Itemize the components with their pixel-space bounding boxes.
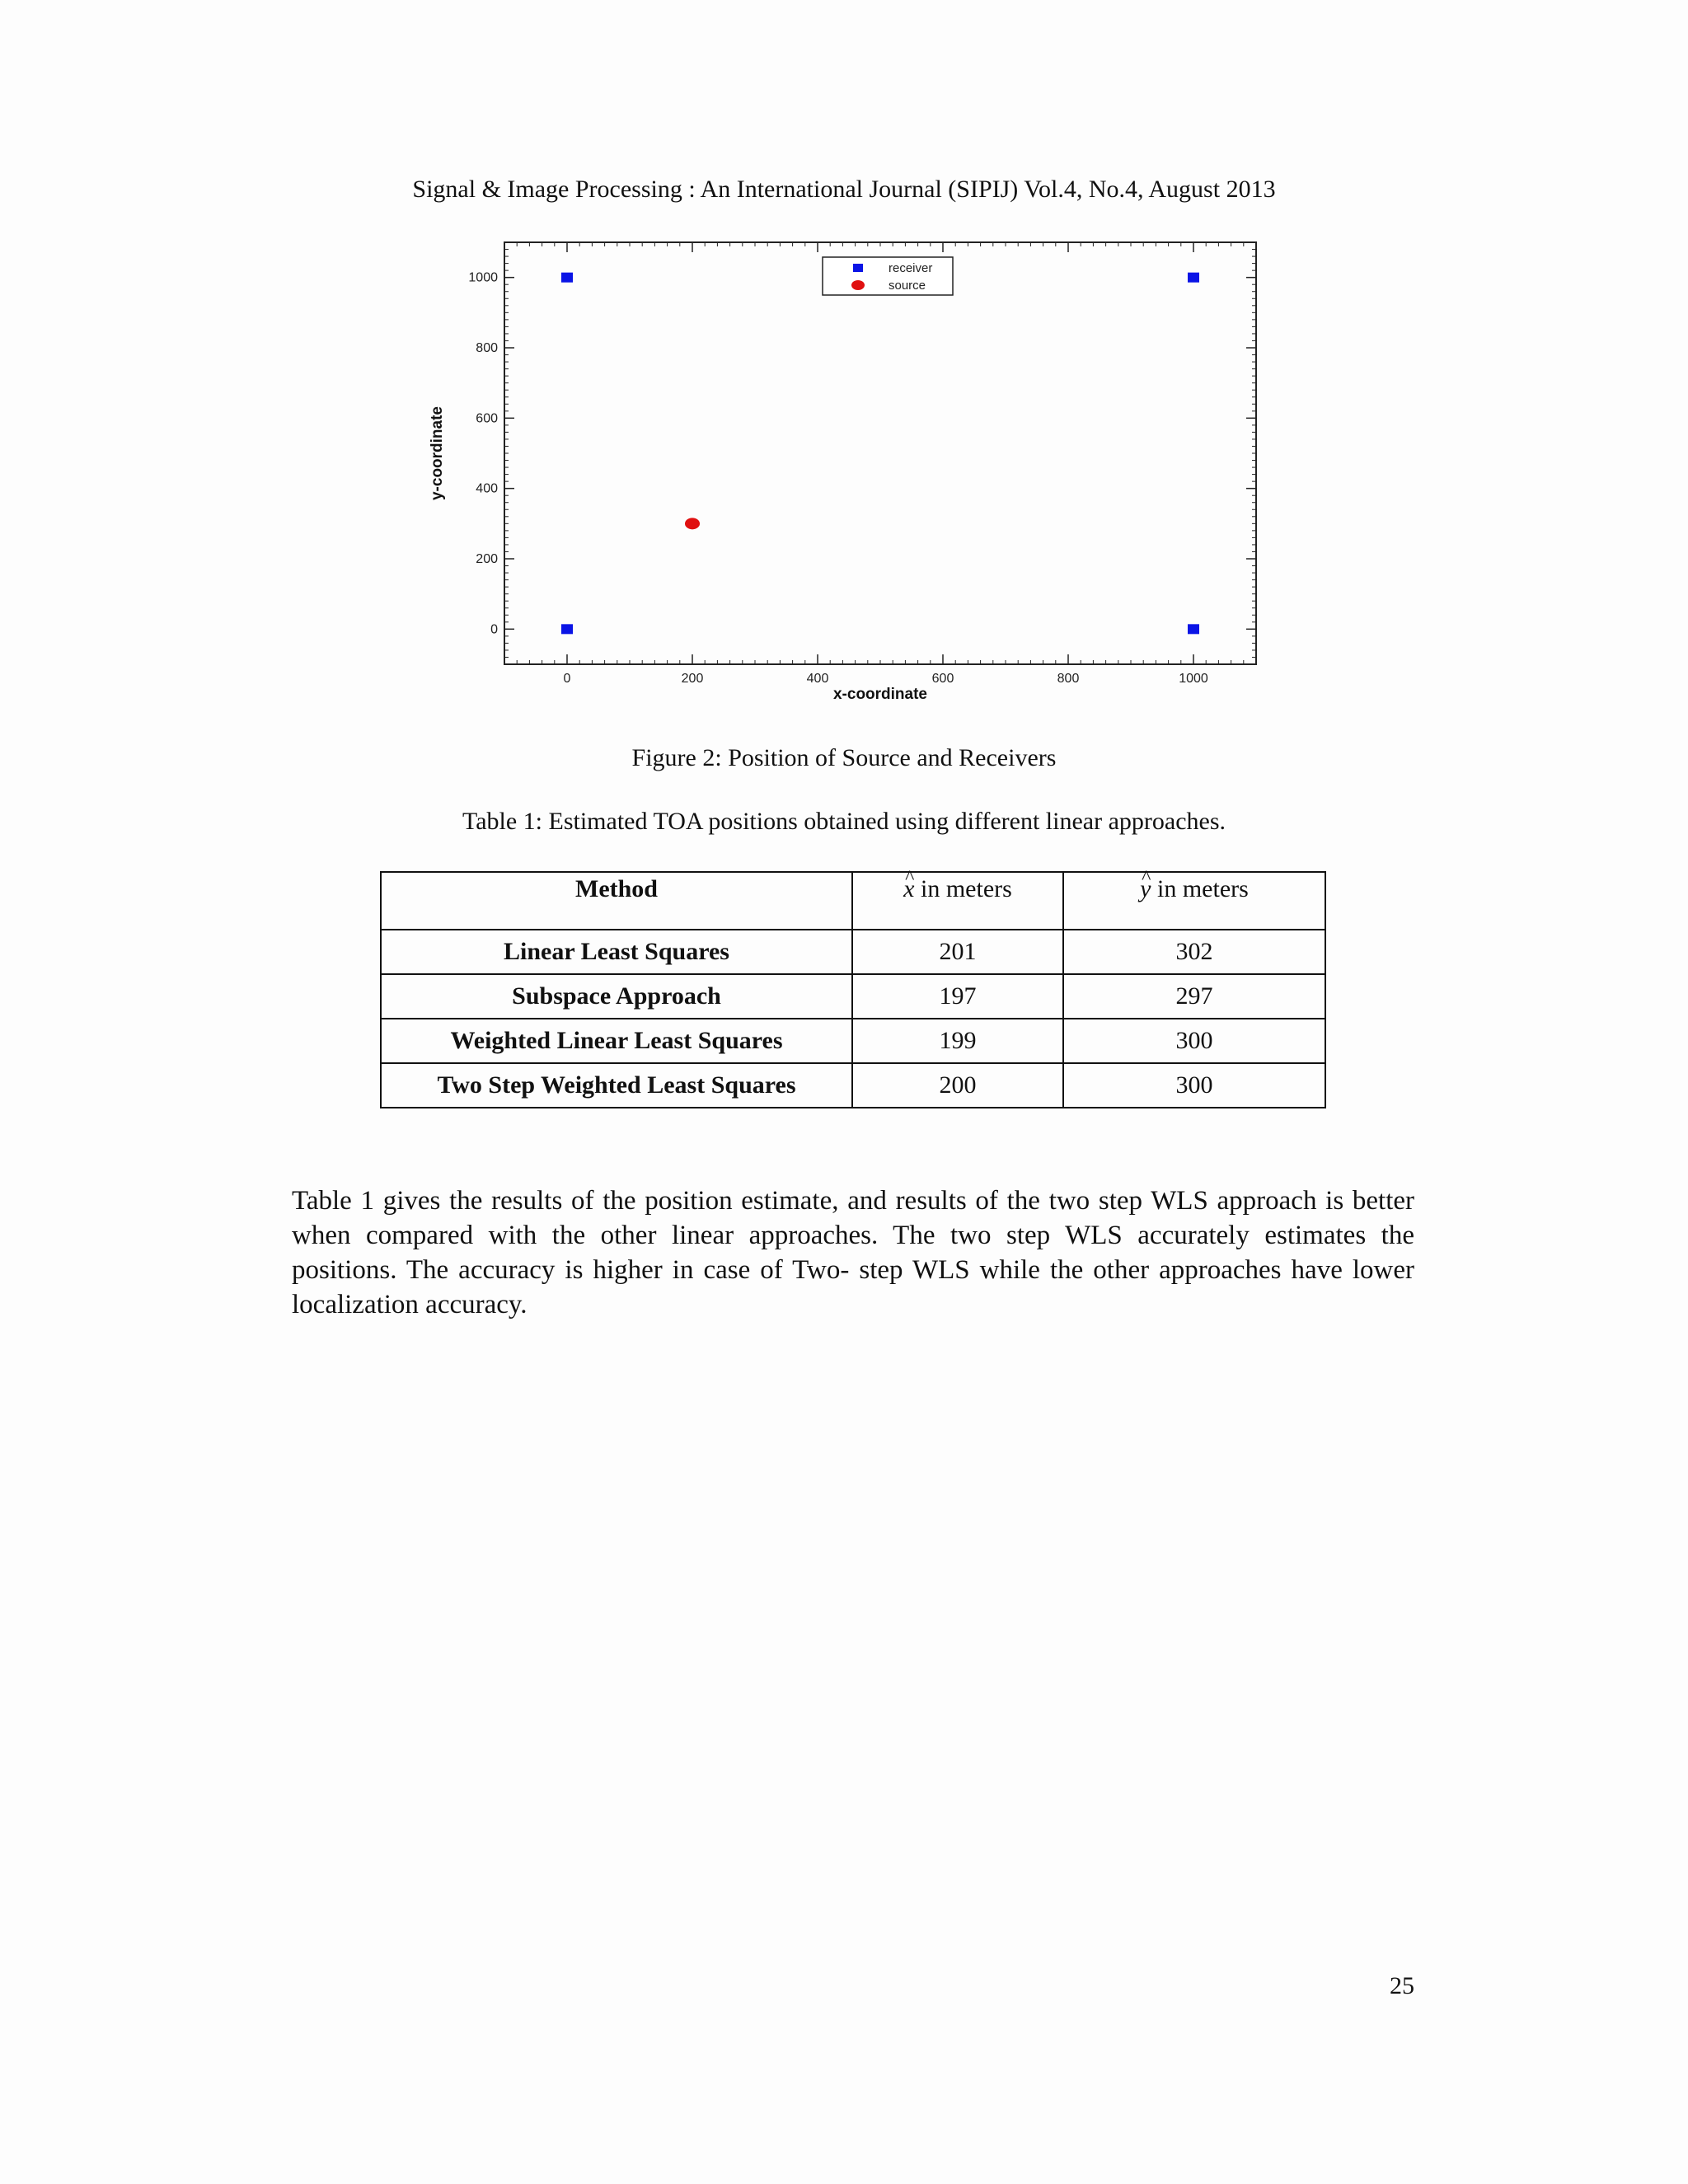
row-x-value: 201: [852, 930, 1063, 974]
row-y-value: 297: [1063, 974, 1325, 1019]
row-x-value: 197: [852, 974, 1063, 1019]
x-tick-label: 600: [931, 672, 954, 686]
table-caption: Table 1: Estimated TOA positions obtained using different linear approaches.: [462, 808, 1226, 835]
x-hat-symbol: ^ x: [903, 873, 914, 906]
x-tick-label: 800: [1057, 672, 1080, 686]
y-hat-symbol: ^ y: [1140, 873, 1151, 906]
header-y-estimate: [1063, 872, 1325, 930]
row-method: Linear Least Squares: [381, 930, 852, 974]
row-method: Two Step Weighted Least Squares: [381, 1063, 852, 1108]
row-x-value: 199: [852, 1019, 1063, 1063]
header-method: Method: [381, 872, 852, 930]
legend-marker-receiver: [853, 264, 863, 272]
x-unit-label: in meters: [921, 875, 1012, 902]
legend-label-source: source: [889, 279, 926, 293]
y-tick-label: 200: [476, 552, 498, 566]
table-row: [381, 974, 1325, 1019]
y-unit-label: in meters: [1157, 875, 1249, 902]
y-tick-label: 0: [490, 622, 498, 637]
y-tick-label: 1000: [468, 270, 498, 285]
row-y-value: 302: [1063, 930, 1325, 974]
x-tick-label: 200: [681, 672, 704, 686]
plot-frame: [504, 242, 1256, 664]
legend-box: [823, 257, 953, 295]
x-tick-label: 0: [563, 672, 571, 686]
y-tick-label: 400: [476, 481, 498, 496]
receiver-point: [561, 273, 573, 283]
results-table: [380, 871, 1326, 1108]
table-row: [381, 1063, 1325, 1108]
receiver-point: [561, 624, 573, 634]
table-row: [381, 1019, 1325, 1063]
source-point: [685, 518, 700, 529]
header-x-estimate: [852, 872, 1063, 930]
scatter-chart: [412, 232, 1269, 710]
receiver-point: [1188, 273, 1199, 283]
table-header-row: [381, 872, 1325, 930]
figure-2: [412, 232, 1269, 710]
row-method: Subspace Approach: [381, 974, 852, 1019]
x-tick-label: 1000: [1179, 672, 1208, 686]
legend-marker-source: [851, 280, 865, 290]
page-number: 25: [1390, 1972, 1414, 1999]
journal-header: Signal & Image Processing : An International Journal (SIPIJ) Vol.4, No.4, August 2013: [412, 176, 1276, 203]
y-tick-label: 800: [476, 341, 498, 355]
y-tick-label: 600: [476, 411, 498, 426]
receiver-point: [1188, 624, 1199, 634]
x-tick-label: 400: [806, 672, 829, 686]
row-y-value: 300: [1063, 1063, 1325, 1108]
table-row: [381, 930, 1325, 974]
legend-label-receiver: receiver: [889, 261, 933, 275]
row-method: Weighted Linear Least Squares: [381, 1019, 852, 1063]
body-paragraph: Table 1 gives the results of the position estimate, and results of the two step WLS approach is better when compared with the other linear approaches. The two step WLS accurately estimates the positions. The accuracy is higher in case of Two- step WLS while the other approaches have lower localization accuracy.: [292, 1186, 1414, 1319]
row-x-value: 200: [852, 1063, 1063, 1108]
figure-caption: Figure 2: Position of Source and Receivers: [631, 744, 1057, 771]
row-y-value: 300: [1063, 1019, 1325, 1063]
y-axis-label: y-coordinate: [429, 405, 446, 501]
x-axis-label: x-coordinate: [832, 686, 928, 703]
